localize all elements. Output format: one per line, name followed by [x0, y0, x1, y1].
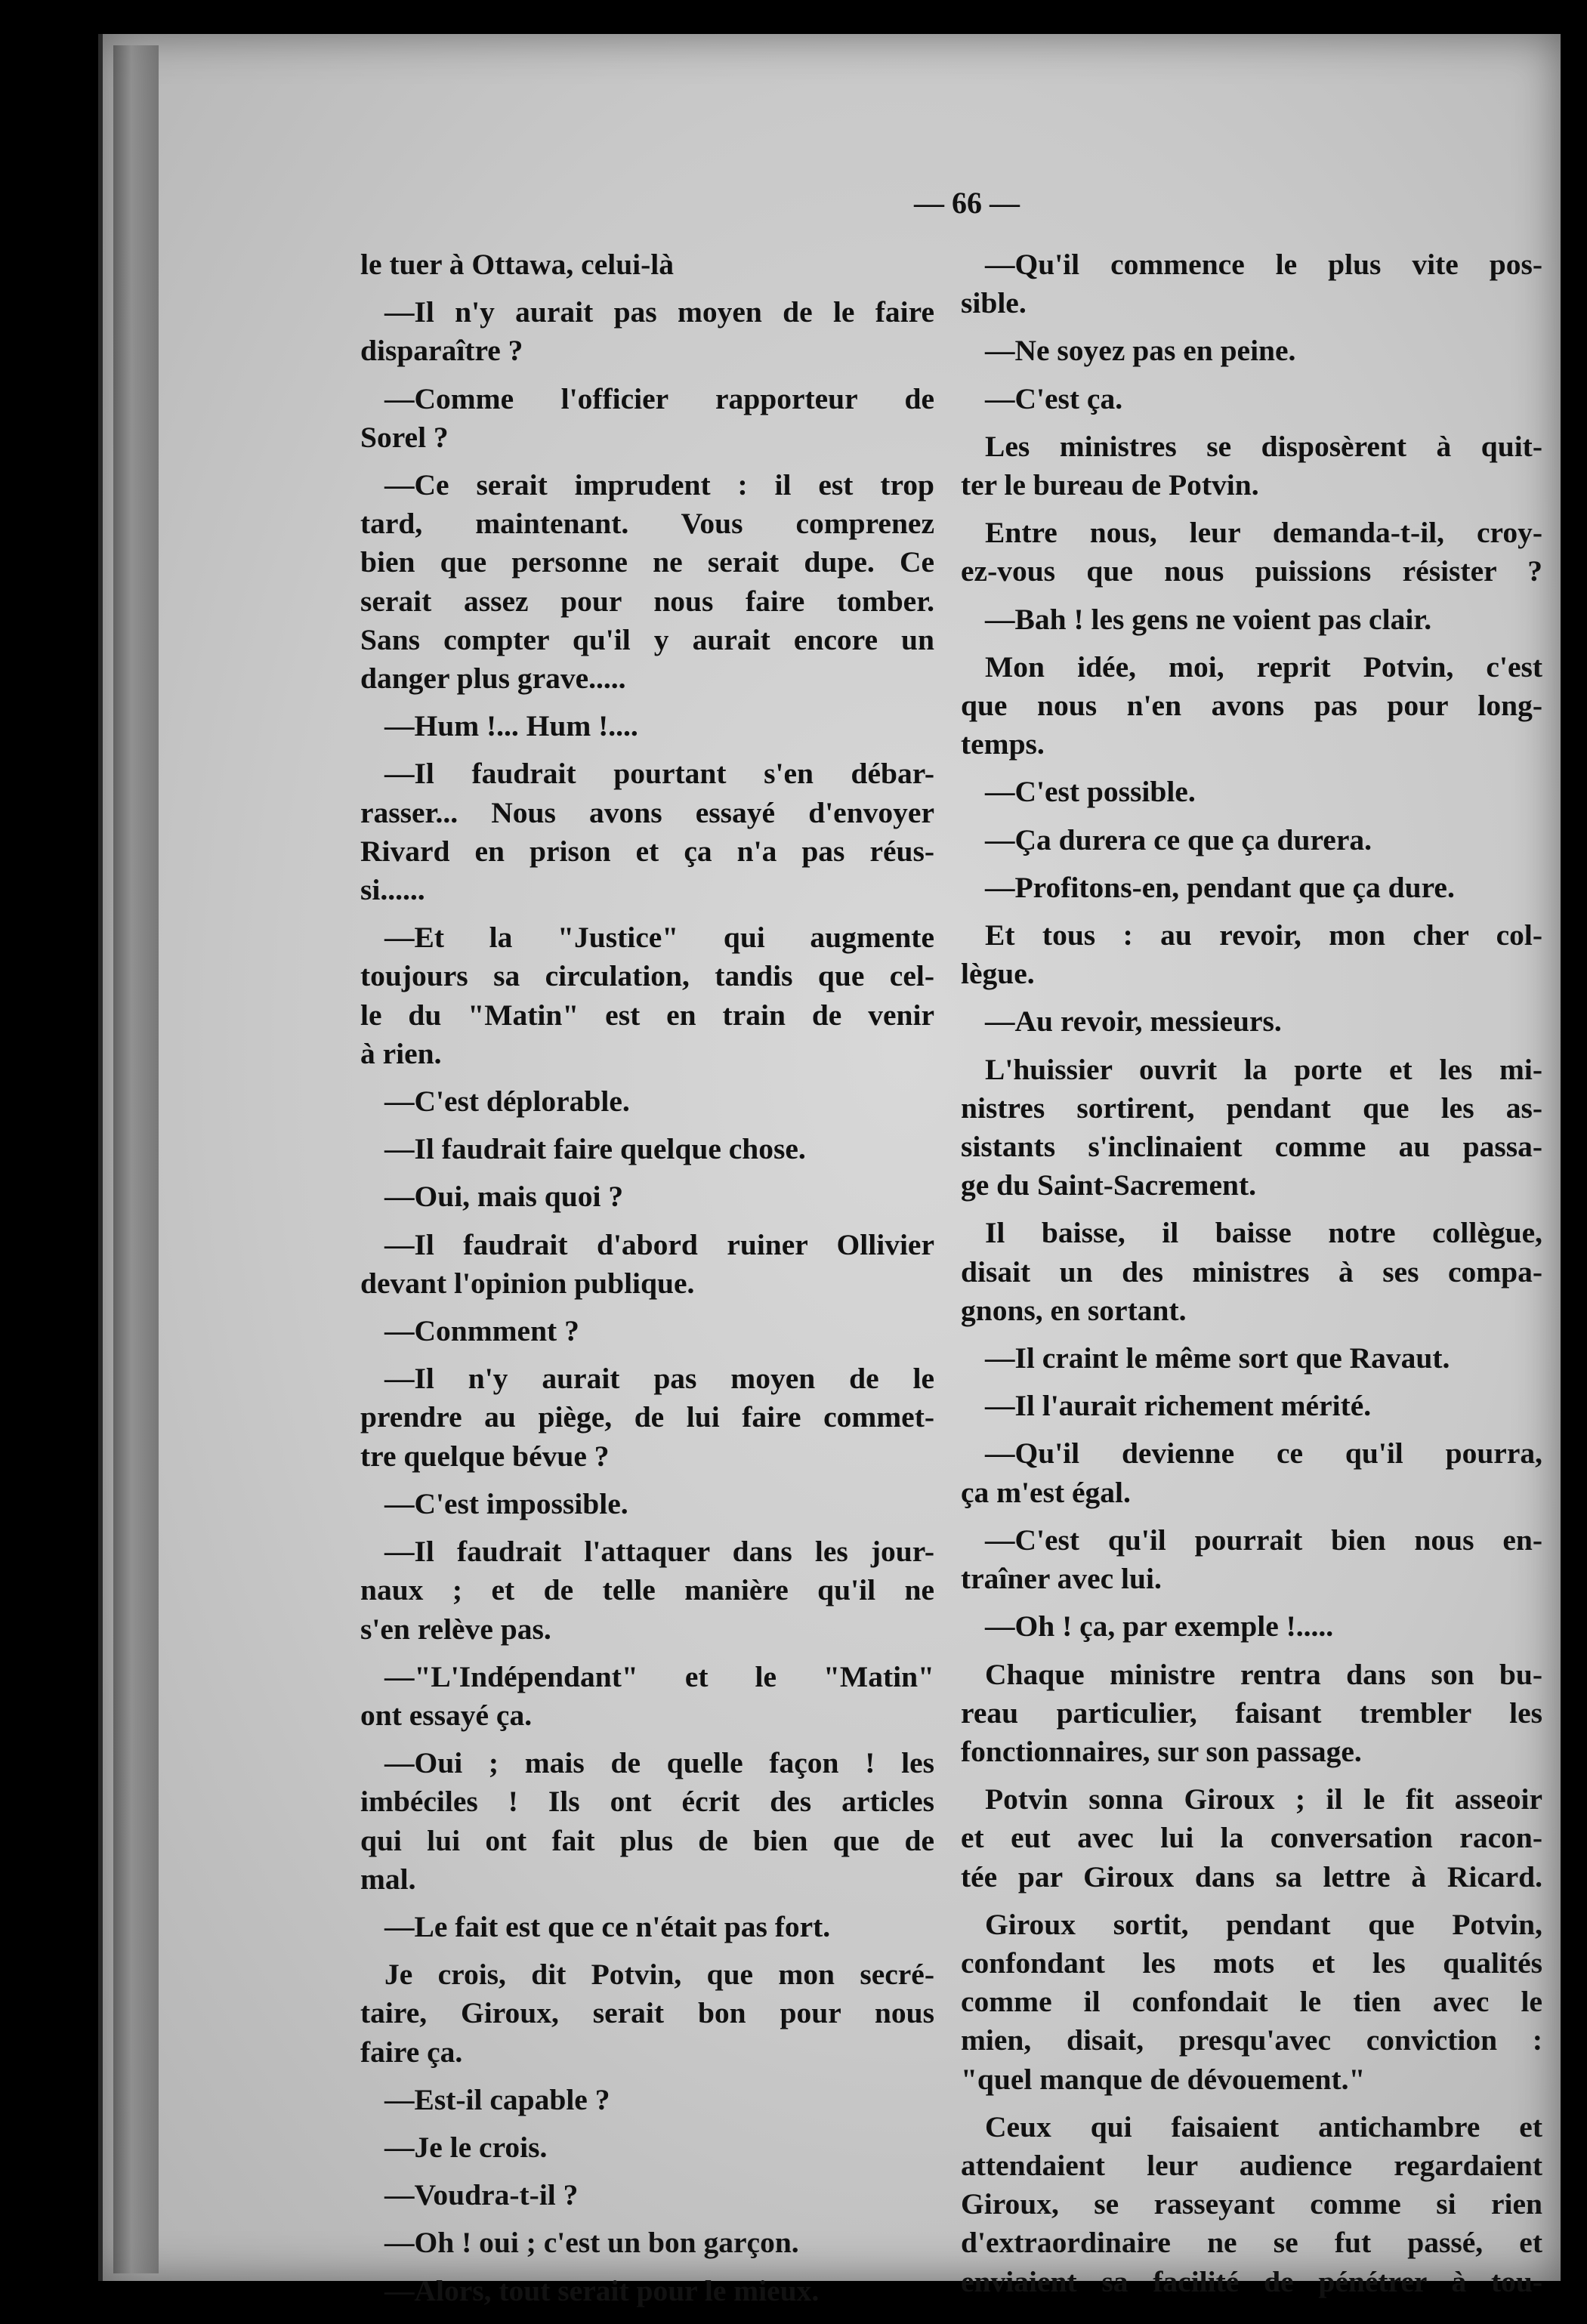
- page-number: — 66 —: [914, 186, 1020, 220]
- text-line: le du "Matin" est en train de venir: [360, 998, 934, 1032]
- text-line: —Est-il capable ?: [384, 2082, 610, 2116]
- text-line: Chaque ministre rentra dans son bu-: [985, 1657, 1542, 1691]
- text-line: Et tous : au revoir, mon cher col-: [985, 918, 1542, 952]
- text-line: —Oui, mais quoi ?: [384, 1180, 624, 1214]
- text-line: si......: [360, 873, 425, 907]
- text-line: enviaient sa facilité de pénétrer à tou-: [961, 2264, 1542, 2298]
- text-line: Je crois, dit Potvin, que mon secré-: [384, 1958, 934, 1992]
- text-line: —C'est impossible.: [384, 1486, 628, 1520]
- text-line: —Au revoir, messieurs.: [985, 1005, 1282, 1039]
- text-line: —C'est possible.: [985, 775, 1196, 809]
- text-line: Les ministres se disposèrent à quit-: [985, 429, 1542, 463]
- text-line: —Conmment ?: [384, 1314, 579, 1348]
- text-line: Il baisse, il baisse notre collègue,: [985, 1216, 1542, 1250]
- text-line: —Il n'y aurait pas moyen de le: [384, 1362, 934, 1396]
- text-line: et eut avec lui la conversation racon-: [961, 1821, 1542, 1855]
- text-line: disait un des ministres à ses compa-: [961, 1255, 1542, 1289]
- text-line: —C'est déplorable.: [384, 1085, 630, 1119]
- text-line: —Qu'il commence le plus vite pos-: [985, 248, 1542, 281]
- text-line: —Il craint le même sort que Ravaut.: [985, 1341, 1450, 1375]
- text-line: faire ça.: [360, 2035, 463, 2069]
- text-line: bien que personne ne serait dupe. Ce: [360, 545, 934, 579]
- text-line: ça m'est égal.: [961, 1475, 1131, 1509]
- text-line: —Hum !... Hum !....: [384, 709, 638, 743]
- text-line: danger plus grave.....: [360, 662, 626, 696]
- text-line: sistants s'inclinaient comme au passa-: [961, 1130, 1542, 1164]
- text-line: le tuer à Ottawa, celui-là: [360, 248, 675, 281]
- text-line: gnons, en sortant.: [961, 1293, 1187, 1327]
- text-line: taire, Giroux, serait bon pour nous: [360, 1996, 934, 2030]
- text-line: —Il faudrait d'abord ruiner Ollivier: [384, 1227, 934, 1261]
- text-line: —Oh ! ça, par exemple !.....: [985, 1610, 1334, 1643]
- text-line: tre quelque bévue ?: [360, 1439, 610, 1473]
- text-line: —Le fait est que ce n'était pas fort.: [384, 1909, 831, 1943]
- text-line: —Voudra-t-il ?: [384, 2178, 579, 2212]
- text-line: reau particulier, faisant trembler les: [961, 1696, 1542, 1730]
- text-line: ont essayé ça.: [360, 1698, 533, 1732]
- text-line: Mon idée, moi, reprit Potvin, c'est: [985, 650, 1542, 684]
- text-line: comme il confondait le tien avec le: [961, 1985, 1542, 2019]
- text-line: —Alors, tout serait pour le mieux.: [384, 2273, 820, 2307]
- text-line: ez-vous que nous puissions résister ?: [961, 554, 1542, 588]
- text-line: Potvin sonna Giroux ; il le fit asseoir: [985, 1782, 1542, 1816]
- text-line: tée par Giroux dans sa lettre à Ricard.: [961, 1860, 1542, 1893]
- text-line: attendaient leur audience regardaient: [961, 2148, 1542, 2182]
- text-line: —C'est ça.: [985, 381, 1123, 415]
- text-line: sible.: [961, 286, 1027, 320]
- text-line: toujours sa circulation, tandis que cel-: [360, 959, 934, 993]
- text-line: s'en relève pas.: [360, 1612, 551, 1646]
- text-line: Sorel ?: [360, 420, 449, 454]
- text-line: Ceux qui faisaient antichambre et: [985, 2110, 1542, 2143]
- text-line: lègue.: [961, 957, 1035, 991]
- text-line: tard, maintenant. Vous comprenez: [360, 507, 934, 541]
- text-line: —Comme l'officier rapporteur de: [384, 381, 934, 415]
- text-line: Entre nous, leur demanda-t-il, croy-: [985, 516, 1542, 550]
- text-line: —Ne soyez pas en peine.: [985, 334, 1296, 368]
- text-line: à rien.: [360, 1036, 442, 1070]
- left-text-column: [360, 245, 934, 2310]
- text-line: —Et la "Justice" qui augmente: [384, 921, 934, 955]
- text-line: —Il faudrait pourtant s'en débar-: [384, 757, 934, 791]
- text-line: mien, disait, presqu'avec conviction :: [961, 2023, 1542, 2057]
- text-line: "quel manque de dévouement.": [961, 2062, 1366, 2096]
- text-line: devant l'opinion publique.: [360, 1266, 695, 1300]
- text-line: —Il l'aurait richement mérité.: [985, 1389, 1372, 1423]
- text-line: mal.: [360, 1862, 416, 1896]
- text-line: —Ce serait imprudent : il est trop: [384, 468, 934, 502]
- text-line: —Bah ! les gens ne voient pas clair.: [985, 602, 1432, 636]
- text-line: disparaître ?: [360, 334, 523, 368]
- text-line: —Il n'y aurait pas moyen de le faire: [384, 295, 934, 329]
- text-line: —Profitons-en, pendant que ça dure.: [985, 870, 1455, 904]
- text-line: imbéciles ! Ils ont écrit des articles: [360, 1785, 934, 1819]
- text-line: ge du Saint-Sacrement.: [961, 1168, 1256, 1202]
- text-line: prendre au piège, de lui faire commet-: [360, 1400, 934, 1434]
- text-line: —Oh ! oui ; c'est un bon garçon.: [384, 2226, 799, 2260]
- text-line: rasser... Nous avons essayé d'envoyer: [360, 795, 934, 829]
- text-line: d'extraordinaire ne se fut passé, et: [961, 2226, 1542, 2260]
- text-line: serait assez pour nous faire tomber.: [360, 584, 934, 618]
- text-line: —Je le crois.: [384, 2130, 548, 2164]
- text-line: que nous n'en avons pas pour long-: [961, 689, 1542, 723]
- right-text-column: [961, 245, 1542, 2301]
- text-line: Sans compter qu'il y aurait encore un: [360, 622, 934, 656]
- text-line: —Il faudrait l'attaquer dans les jour-: [384, 1535, 934, 1569]
- text-line: —Qu'il devienne ce qu'il pourra,: [985, 1437, 1542, 1471]
- text-line: —C'est qu'il pourrait bien nous en-: [985, 1523, 1542, 1557]
- text-line: nistres sortirent, pendant que les as-: [961, 1091, 1542, 1125]
- text-line: —Ça durera ce que ça durera.: [985, 823, 1372, 856]
- text-line: Rivard en prison et ça n'a pas réus-: [360, 834, 934, 868]
- text-line: qui lui ont fait plus de bien que de: [360, 1823, 934, 1857]
- text-line: fonctionnaires, sur son passage.: [961, 1734, 1362, 1768]
- text-line: Giroux, se rasseyant comme si rien: [961, 2187, 1542, 2221]
- text-line: Giroux sortit, pendant que Potvin,: [985, 1907, 1542, 1941]
- text-line: —Oui ; mais de quelle façon ! les: [384, 1746, 934, 1780]
- text-line: naux ; et de telle manière qu'il ne: [360, 1573, 934, 1607]
- text-line: confondant les mots et les qualités: [961, 1946, 1542, 1980]
- text-line: —"L'Indépendant" et le "Matin": [384, 1659, 934, 1693]
- text-line: temps.: [961, 727, 1045, 761]
- text-line: ter le bureau de Potvin.: [961, 468, 1259, 502]
- book-spine-edge: [113, 45, 159, 2273]
- text-line: —Il faudrait faire quelque chose.: [384, 1132, 806, 1166]
- text-line: traîner avec lui.: [961, 1562, 1162, 1596]
- text-line: L'huissier ouvrit la porte et les mi-: [985, 1052, 1542, 1086]
